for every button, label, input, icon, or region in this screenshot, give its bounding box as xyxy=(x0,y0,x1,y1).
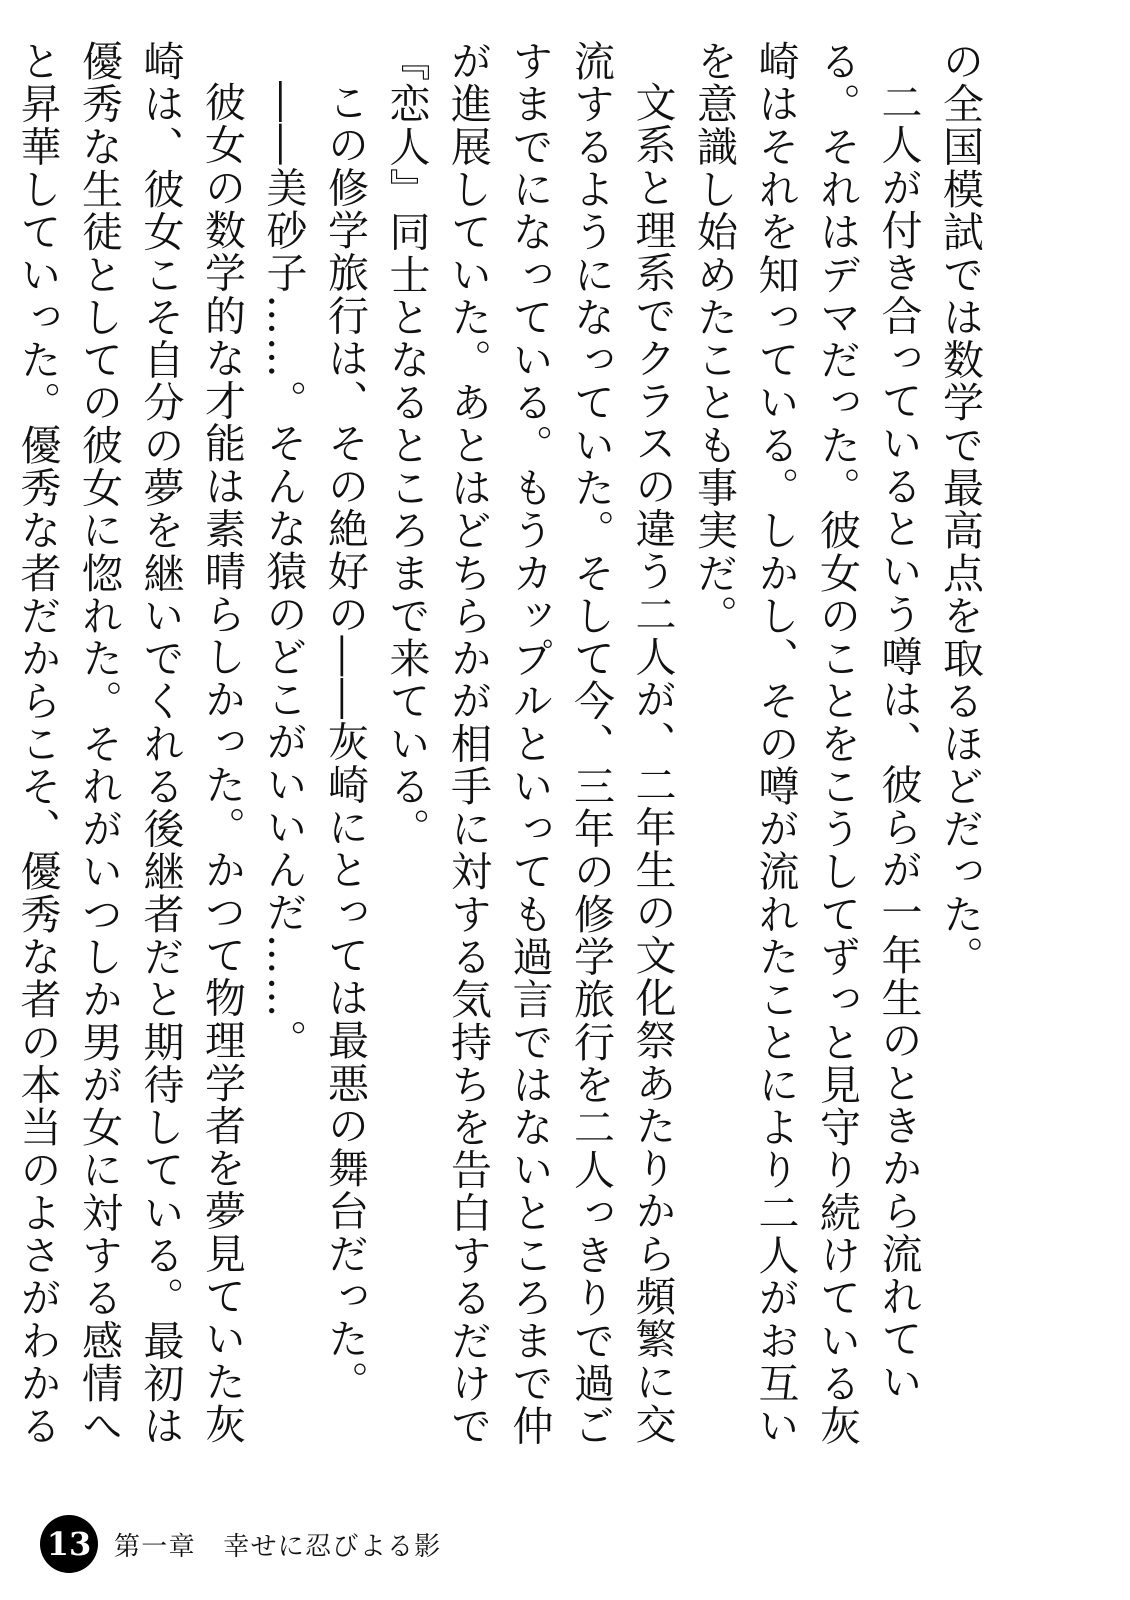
chapter-running-head: 第一章 幸せに忍びよる影 xyxy=(114,1531,442,1562)
paragraph-school-trip: この修学旅行は、その絶好の――灰崎にとっては最悪の舞台だった。 xyxy=(321,81,369,1403)
paragraph-talent: 彼女の数学的な才能は素晴らしかった。かつて物理学者を夢見ていた灰崎は、彼女こそ自分の夢を継いでくれる後継者だと期待している。最初は優秀な生徒としての彼女に惚れた。それがいつしか男が女に対する感情へと昇華していった。優秀な者だからこそ、優秀な者の本当のよさがわかる xyxy=(13,40,246,1448)
paragraph-continued: の全国模試では数学で最高点を取るほどだった。 xyxy=(936,40,984,979)
page-footer xyxy=(40,1512,442,1576)
page-number-badge: 13 xyxy=(40,1515,98,1573)
paragraph-inner-monologue: ――美砂子……。そんな猿のどこがいいんだ……。 xyxy=(259,81,308,1062)
vertical-text-body xyxy=(0,40,990,1480)
paragraph-rumor: 二人が付き合っているという噂は、彼らが一年生のときから流れている。それはデマだった。彼女のことをこうしてずっと見守り続けている灰崎はそれを知っている。しかし、その噂が流れたことにより二人がお互いを意識し始めたことも事実だ。 xyxy=(690,40,923,1448)
paragraph-relationship: 文系と理系でクラスの違う二人が、二年生の文化祭あたりから頻繁に交流するようになっていた。そして今、三年の修学旅行を二人っきりで過ごすまでになっている。もうカップルといっても過言ではないところまで仲が進展していた。あとはどちらかが相手に対する気持ちを告白するだけで『恋人』同士となるところまで来ている。 xyxy=(382,40,677,1448)
